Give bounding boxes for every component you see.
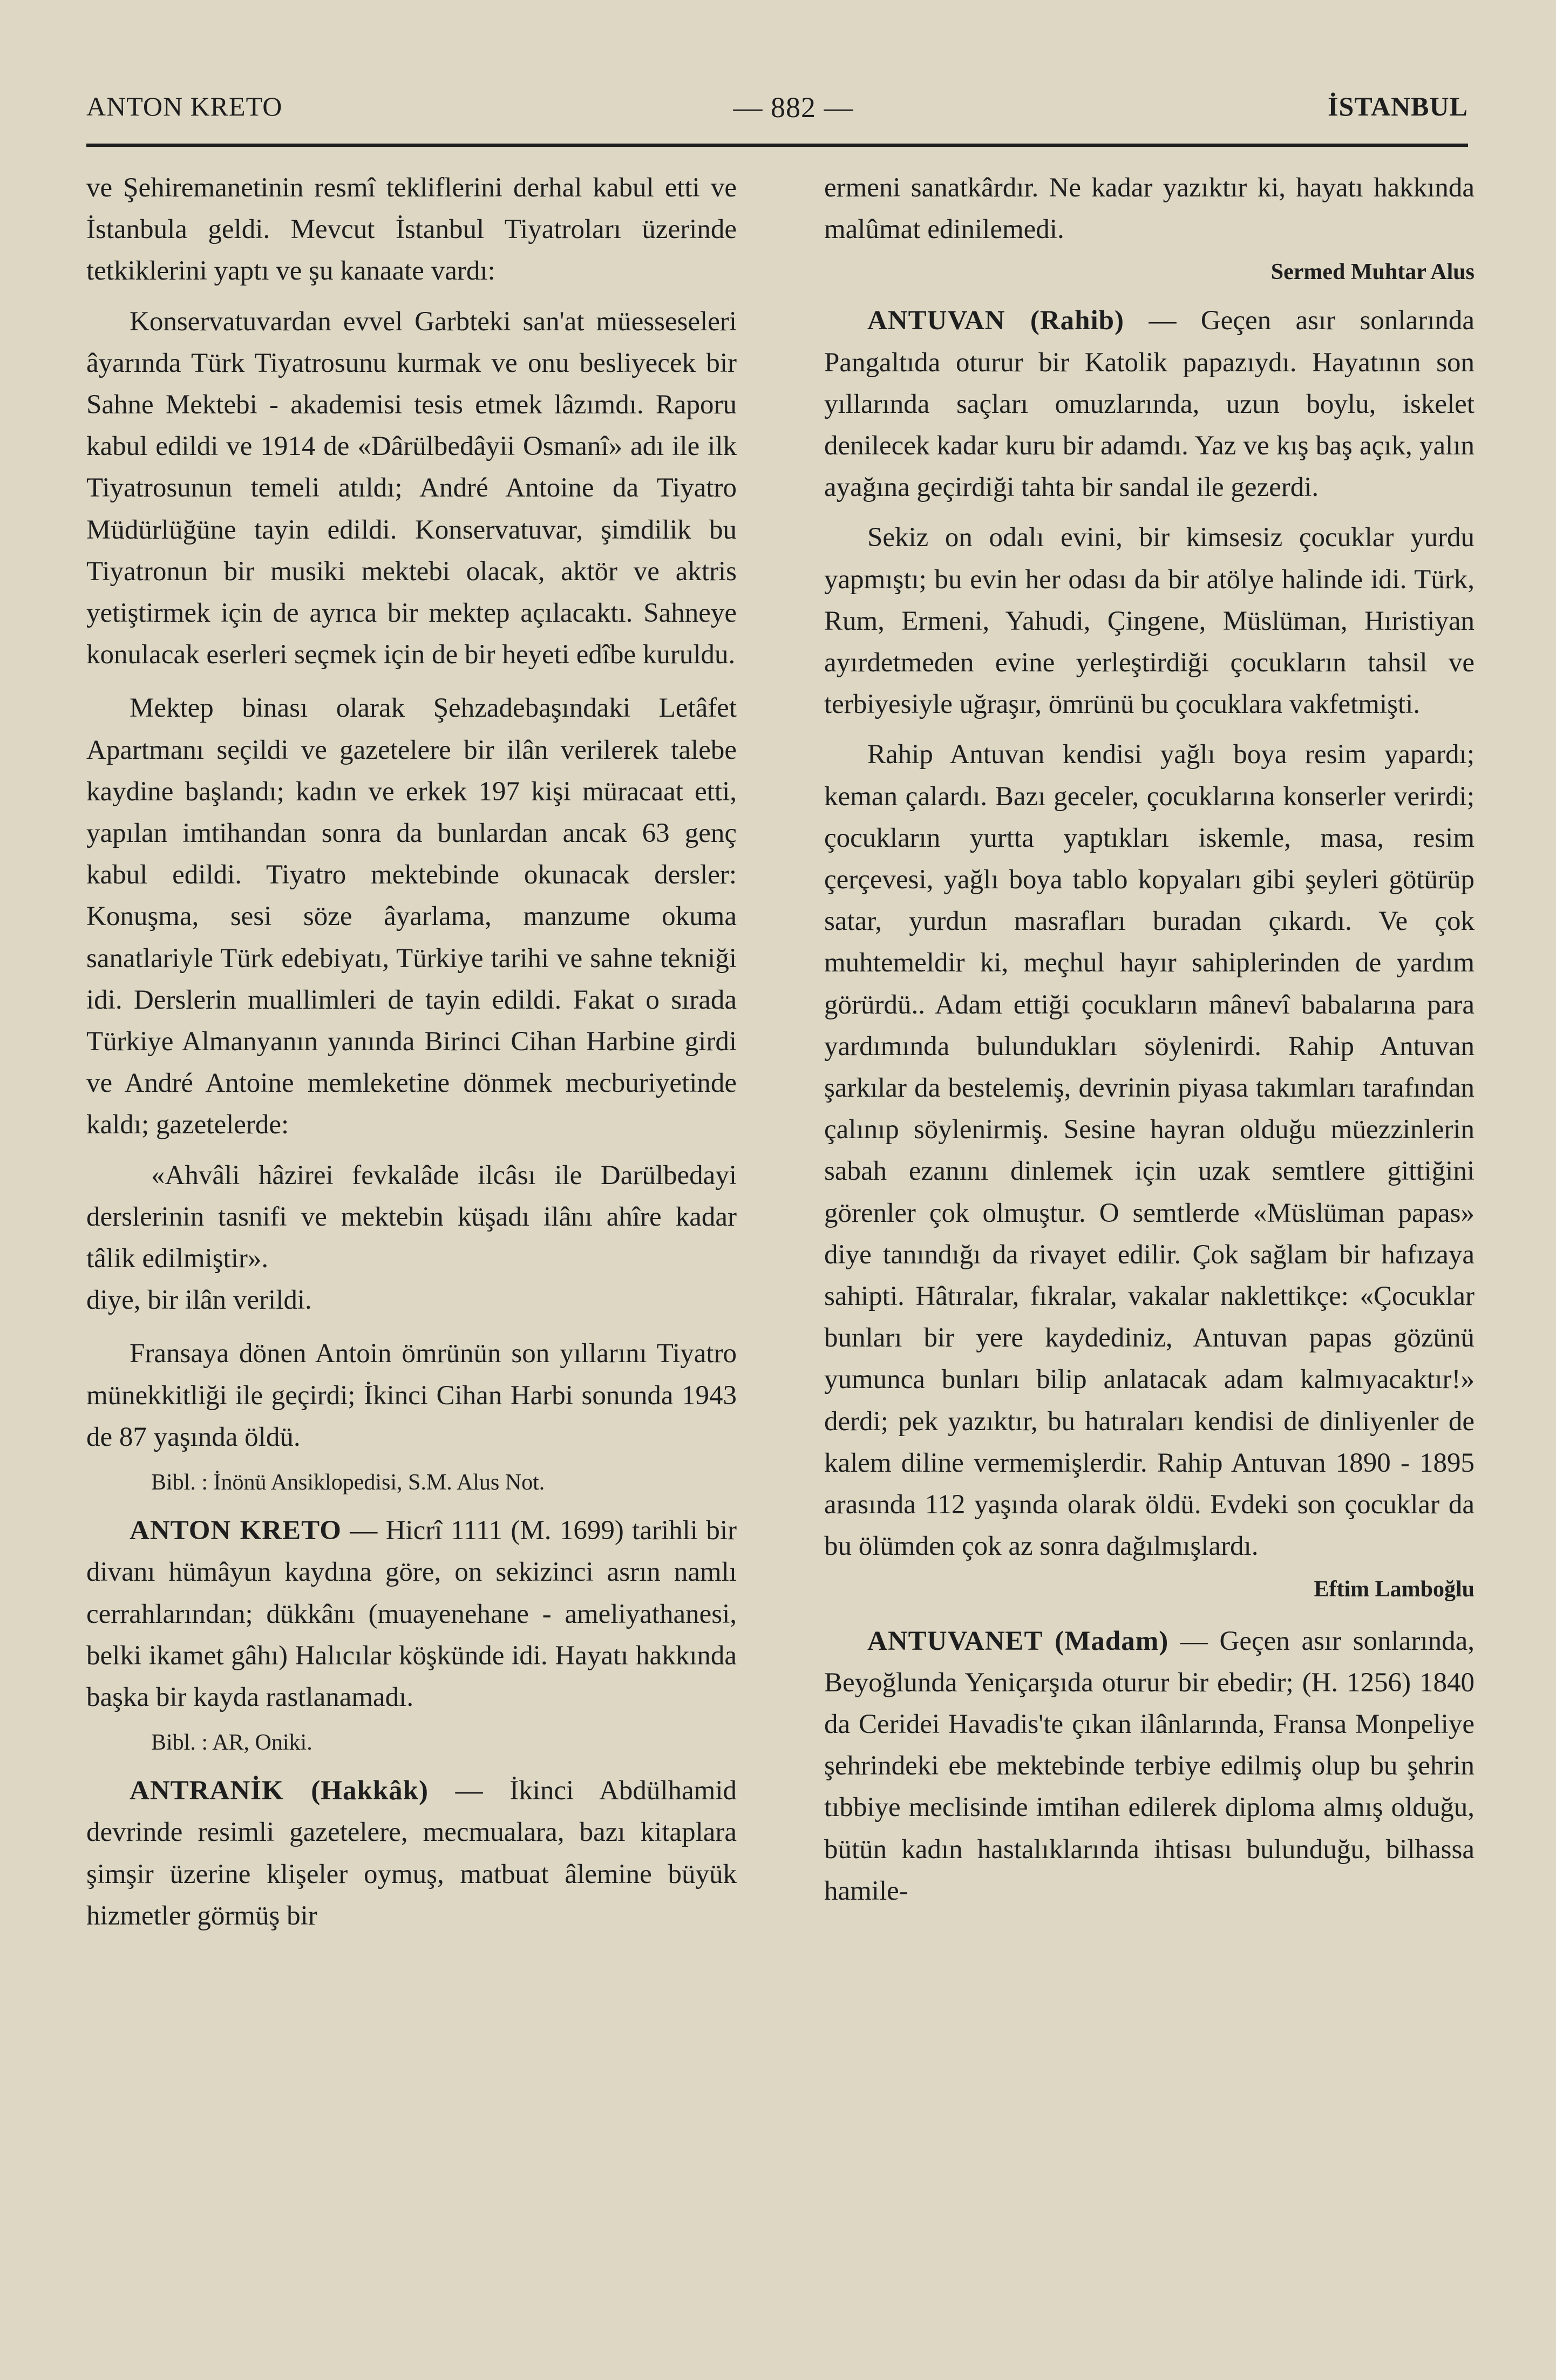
entry-heading: ANTUVANET (Madam) xyxy=(867,1626,1169,1656)
entry-heading: ANTON KRETO xyxy=(130,1515,342,1546)
paragraph: Mektep binası olarak Şehzadebaşındaki Letâfet Apartmanı seçildi ve gazetelere bir ilân verilerek talebe kaydine başlandı; kadın ve erkek 197 kişi müracaat etti, yapılan imtihandan sonra da bunlardan ancak 63 genç kabul edildi. Tiyatro mektebinde okunacak dersler: Konuşma, sesi söze âyarlama, manzume okuma sanatlariyle Türk edebiyatı, Türkiye tarihi ve sahne tekniği idi. Derslerin muallimleri de tayin edildi. Fakat o sırada Türkiye Almanyanın yanında Birinci Cihan Harbine girdi ve André Antoine memleketine dönmek mecburiyetinde kaldı; gazetelerde: xyxy=(86,693,737,1140)
entry-text: — İkinci Abdülhamid devrinde resimli gazetelere, mecmualara, bazı kitaplara şimşir üzerine klişeler oymuş, matbuat âlemine büyük hizmetler görmüş bir xyxy=(86,1776,737,1931)
author-signature: Sermed Muhtar Alus xyxy=(1270,260,1475,285)
paragraph: Fransaya dönen Antoin ömrünün son yıllarını Tiyatro münekkitliği ile geçirdi; İkinci Cihan Harbi sonunda 1943 de 87 yaşında öldü. xyxy=(86,1338,737,1452)
right-column xyxy=(824,167,1475,1912)
entry-anton-kreto xyxy=(86,1510,737,1718)
paragraph: ve Şehiremanetinin resmî tekliflerini derhal kabul etti ve İstanbula geldi. Mevcut İstanbul Tiyatroları üzerinde tetkiklerini yaptı ve şu kanaate vardı: xyxy=(86,173,737,287)
paragraph: diye, bir ilân verildi. xyxy=(86,1285,312,1316)
page-number: — 882 — xyxy=(733,91,854,124)
entry-antranik xyxy=(86,1770,737,1937)
entry-heading: ANTRANİK (Hakkâk) xyxy=(130,1776,429,1806)
entry-heading: ANTUVAN (Rahib) xyxy=(867,305,1125,336)
entry-text: — Geçen asır sonlarında, Beyoğlunda Yeniçarşıda oturur bir ebedir; (H. 1256) 1840 da Ceridei Havadis'te çıkan ilânlarında, Fransa Monpeliye şehrindeki ebe mektebinde terbiye edilmiş olup bu şehrin tıbbiye meclisinde imtihan edilerek diploma almış olduğu, bütün kadın hastalıklarında ihtisası bulunduğu, bilhassa hamile- xyxy=(824,1626,1475,1906)
header-section-name: İSTANBUL xyxy=(1328,91,1468,121)
bibliography: Bibl. : AR, Oniki. xyxy=(151,1730,312,1756)
header-entry-name: ANTON KRETO xyxy=(86,91,283,121)
entry-text: — Geçen asır sonlarında Pangaltıda oturur bir Katolik papazıydı. Hayatının son yıllarında saçları omuzlarında, uzun boylu, iskelet denilecek kadar kuru bir adamdı. Yaz ve kış baş açık, yalın ayağına geçirdiği tahta bir sandal ile gezerdi. xyxy=(824,305,1475,503)
paragraph: Sekiz on odalı evini, bir kimsesiz çocuklar yurdu yapmıştı; bu evin her odası da bir atölye halinde idi. Türk, Rum, Ermeni, Yahudi, Çingene, Müslüman, Hıristiyan ayırdetmeden evine yerleştirdiği çocukların tahsil ve terbiyesiyle uğraşır, ömrünü bu çocuklara vakfetmişti. xyxy=(824,522,1475,720)
quotation: «Ahvâli hâzirei fevkalâde ilcâsı ile Darülbedayi derslerinin tasnifi ve mektebin küşadı ilânı ahîre kadar tâlik edilmiştir». xyxy=(86,1160,737,1274)
entry-antuvanet xyxy=(824,1621,1475,1912)
author-signature: Eftim Lamboğlu xyxy=(1314,1576,1475,1602)
paragraph: ermeni sanatkârdır. Ne kadar yazıktır ki, hayatı hakkında malûmat edinilemedi. xyxy=(824,173,1475,245)
paragraph: Rahip Antuvan kendisi yağlı boya resim yapardı; keman çalardı. Bazı geceler, çocuklarına konserler verirdi; çocukların yurtta yaptıkları iskemle, masa, resim çerçevesi, yağlı boya tablo kopyaları gibi şeyleri götürüp satar, yurdun masrafları buradan çıkardı. Ve çok muhtemeldir ki, meçhul hayır sahiplerinden de yardım görürdü.. Adam ettiği çocukların mânevî babalarına para yardımında bulundukları söylenirdi. Rahip Antuvan şarkılar da bestelemiş, devrinin piyasa takımları tarafından çalınıp söylenirmiş. Sesine hayran olduğu müezzinlerin sabah ezanını dinlemek için uzak semtlere gittiğini görenler çok olmuştur. O semtlerde «Müslüman papas» diye tanındığı da rivayet edilir. Çok sağlam bir hafızaya sahipti. Hâtıralar, fıkralar, vakalar naklettikçe: «Çocuklar bunları bir yere kaydediniz, Antuvan papas gözünü yumunca bunları bilip anlatacak adam kalmıyacaktır!» derdi; pek yazıktır, bu hatıraları kendisi de dinliyenler de kalem diline vermemişlerdir. Rahip Antuvan 1890 - 1895 arasında 112 yaşında olarak öldü. Evdeki son çocuklar da bu ölümden çok az sonra dağılmışlardı. xyxy=(824,739,1475,1562)
header-rule xyxy=(86,144,1468,147)
left-column xyxy=(86,167,737,1937)
entry-antuvan xyxy=(824,300,1475,508)
entry-text: — Hicrî 1111 (M. 1699) tarihli bir divanı hümâyun kaydına göre, on sekizinci asrın namlı cerrahlarından; dükkânı (muayenehane - ameliyathanesi, belki ikamet gâhı) Halıcılar köşkünde idi. Hayatı hakkında başka bir kayda rastlanamadı. xyxy=(86,1515,737,1712)
running-header xyxy=(86,91,1468,128)
bibliography: Bibl. : İnönü Ansiklopedisi, S.M. Alus Not. xyxy=(151,1470,545,1495)
paragraph: Konservatuvardan evvel Garbteki san'at müesseseleri âyarında Türk Tiyatrosunu kurmak ve onu besliyecek bir Sahne Mektebi - akademisi tesis etmek lâzımdı. Raporu kabul edildi ve 1914 de «Dârülbedâyii Osmanî» adı ile ilk Tiyatrosunun temeli atıldı; André Antoine da Tiyatro Müdürlüğüne tayin edildi. Konservatuvar, şimdilik bu Tiyatronun bir musiki mektebi olacak, aktör ve aktris yetiştirmek için de ayrıca bir mektep açılacaktı. Sahneye konulacak eserleri seçmek için de bir heyeti edîbe kuruldu. xyxy=(86,306,737,670)
